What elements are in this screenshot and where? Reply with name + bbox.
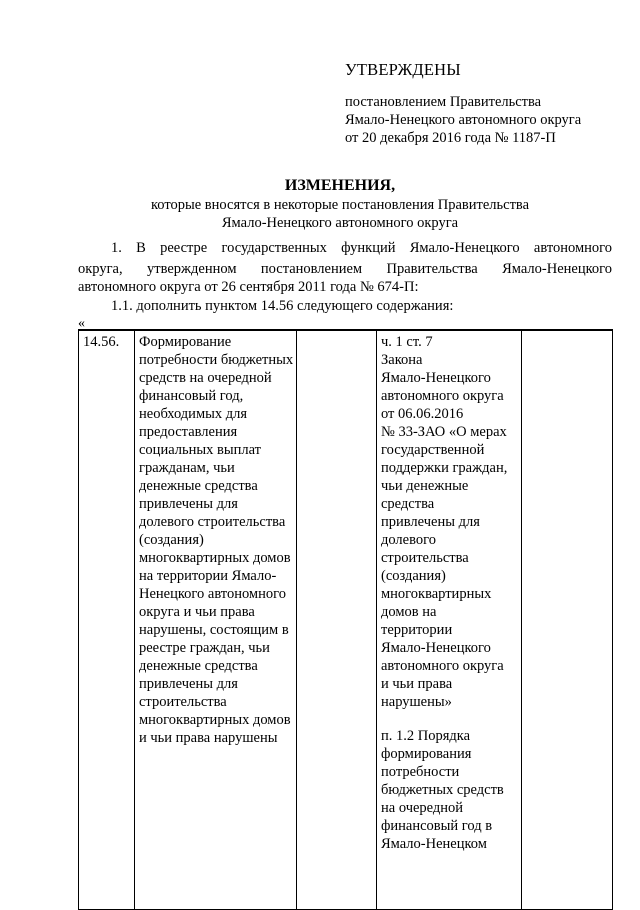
function-text-line: социальных выплат [139, 442, 261, 458]
table-row [79, 330, 613, 910]
function-text-line: на территории Ямало- [139, 568, 277, 584]
document-title [60, 176, 620, 232]
basis-text-line: автономного округа [381, 658, 504, 674]
basis-text-line: п. 1.2 Порядка [381, 728, 471, 744]
basis-text-line: на очередной [381, 800, 464, 816]
cell-empty [522, 330, 613, 910]
approval-line: от 20 декабря 2016 года № 1187-П [345, 130, 556, 146]
paragraph-1-line-3: автономного округа от 26 сентября 2011 года № 674-П: [78, 279, 419, 295]
basis-text-line: Ямало-Ненецкого [381, 370, 491, 386]
basis-text-line: чьи денежные [381, 478, 469, 494]
paragraph-1-line-2: округа, утвержденном постановлением Правительства Ямало-Ненецкого [78, 261, 612, 277]
approval-stamp [345, 60, 625, 147]
basis-text-line: строительства [381, 550, 469, 566]
basis-text-line: бюджетных средств [381, 782, 504, 798]
basis-text-line: ч. 1 ст. 7 [381, 334, 433, 350]
basis-text-line: и чьи права [381, 676, 453, 692]
basis-text-line: (создания) [381, 568, 446, 584]
function-text-line: нарушены, состоящим в [139, 622, 289, 638]
basis-text-line: средства [381, 496, 435, 512]
cell-function [135, 330, 297, 910]
paragraph-2: 1.1. дополнить пунктом 14.56 следующего содержания: [111, 298, 454, 314]
function-text-line: и чьи права нарушены [139, 730, 278, 746]
function-text-line: денежные средства [139, 478, 258, 494]
registry-table [78, 329, 613, 910]
basis-text-line: поддержки граждан, [381, 460, 508, 476]
open-quote: « [78, 316, 85, 331]
function-text-line: многоквартирных домов [139, 550, 291, 566]
function-text-line: привлечены для [139, 676, 238, 692]
cell-basis [377, 330, 522, 910]
paragraph-gap [381, 711, 517, 727]
basis-text-line: домов на [381, 604, 437, 620]
paragraph-1-line-1: 1. В реестре государственных функций Ямало-Ненецкого автономного [111, 240, 612, 256]
basis-text-line: нарушены» [381, 694, 452, 710]
cell-empty [297, 330, 377, 910]
function-text-line: средств на очередной [139, 370, 272, 386]
basis-text-line: потребности [381, 764, 460, 780]
function-text-line: округа и чьи права [139, 604, 255, 620]
basis-text-line: Ямало-Ненецкого [381, 640, 491, 656]
function-text-line: Ненецкого автономного [139, 586, 286, 602]
function-text-line: реестре граждан, чьи [139, 640, 270, 656]
approval-line: постановлением Правительства [345, 94, 542, 110]
function-text-line: потребности бюджетных [139, 352, 294, 368]
basis-text-line: государственной [381, 442, 485, 458]
basis-text-line: привлечены для [381, 514, 480, 530]
function-text-line: предоставления [139, 424, 238, 440]
basis-text-line: территории [381, 622, 453, 638]
function-text-line: (создания) [139, 532, 204, 548]
function-text-line: гражданам, чьи [139, 460, 235, 476]
function-text-line: строительства [139, 694, 227, 710]
basis-text-line: многоквартирных [381, 586, 492, 602]
basis-text-line: от 06.06.2016 [381, 406, 464, 422]
function-text-line: многоквартирных домов [139, 712, 291, 728]
approval-line: Ямало-Ненецкого автономного округа [345, 112, 582, 128]
basis-text-line: финансовый год в [381, 818, 493, 834]
function-text-line: денежные средства [139, 658, 258, 674]
basis-text-line: долевого [381, 532, 436, 548]
item-number: 14.56. [83, 334, 120, 350]
function-text-line: привлечены для [139, 496, 238, 512]
approval-heading: УТВЕРЖДЕНЫ [345, 60, 461, 79]
title-main: ИЗМЕНЕНИЯ, [284, 177, 396, 194]
cell-number [79, 330, 135, 910]
function-text-line: долевого строительства [139, 514, 286, 530]
basis-text-line: № 33-ЗАО «О мерах [381, 424, 507, 440]
basis-text-line: формирования [381, 746, 472, 762]
function-text-line: Формирование [139, 334, 232, 350]
title-sub-line: Ямало-Ненецкого автономного округа [221, 215, 459, 231]
basis-text-line: Закона [381, 352, 423, 368]
basis-text-line: Ямало-Ненецком [381, 836, 487, 852]
basis-text-line: автономного округа [381, 388, 504, 404]
title-sub-line: которые вносятся в некоторые постановления Правительства [150, 197, 530, 213]
function-text-line: необходимых для [139, 406, 248, 422]
function-text-line: финансовый год, [139, 388, 244, 404]
